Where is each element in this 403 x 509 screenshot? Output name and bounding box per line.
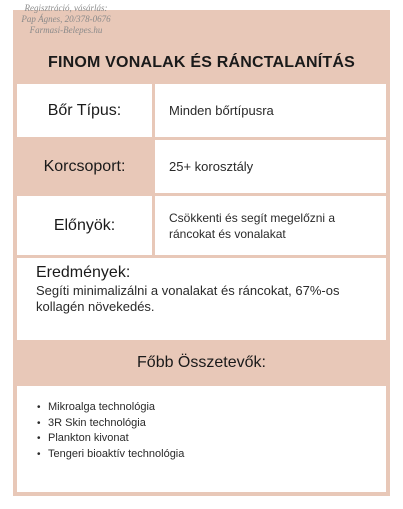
benefits-value: Csökkenti és segít megelőzni a ráncokat és vonalakat [155, 196, 386, 255]
watermark [10, 3, 122, 36]
results-section [17, 258, 386, 340]
age-group-value: 25+ korosztály [155, 140, 386, 193]
benefits-label: Előnyök: [17, 196, 152, 255]
product-info-card [13, 10, 390, 496]
results-text: Segíti minimalizálni a vonalakat és ráncokat, 67%-os kollagén növekedés. [36, 283, 340, 314]
ingredients-title: Főbb Összetevők: [137, 354, 266, 371]
list-item: • Mikroalga technológia [37, 400, 386, 416]
skin-type-label: Bőr Típus: [17, 84, 152, 137]
list-item: • 3R Skin technológia [37, 416, 386, 432]
card-title: FINOM VONALAK ÉS RÁNCTALANÍTÁS [47, 54, 356, 71]
age-group-label: Korcsoport: [17, 140, 152, 193]
results-title: Eredmények: [36, 264, 131, 281]
watermark-line-2: Pap Ágnes, 20/378-0676 [21, 14, 111, 24]
watermark-line-1: Regisztráció, vásárlás: [24, 3, 108, 13]
skin-type-value: Minden bőrtípusra [155, 84, 386, 137]
ingredients-list [17, 386, 386, 492]
list-item: • Plankton kivonat [37, 431, 386, 447]
list-item: • Tengeri bioaktív technológia [37, 447, 386, 463]
watermark-line-3: Farmasi-Belepes.hu [29, 25, 103, 35]
